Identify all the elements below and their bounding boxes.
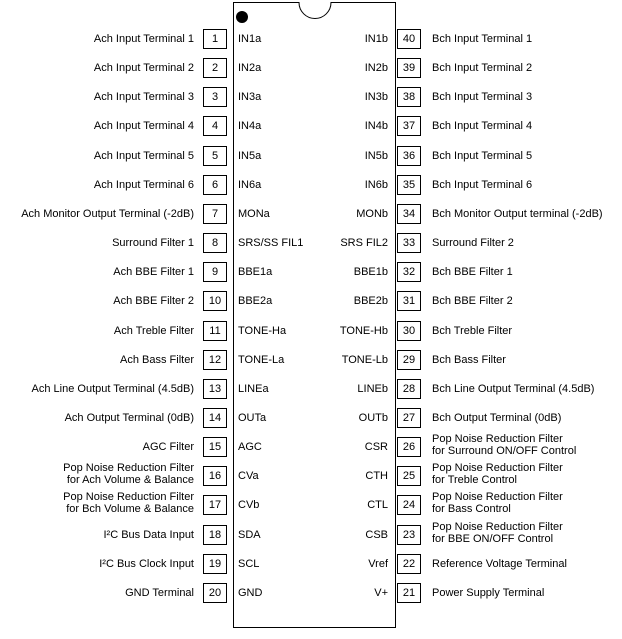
pin-description: AGC Filter — [142, 441, 194, 454]
pin-description: Pop Noise Reduction Filter — [432, 520, 563, 533]
pin-name: TONE-Lb — [341, 353, 388, 366]
pin-number-box: 24 — [397, 495, 421, 515]
pin-number-box: 30 — [397, 321, 421, 341]
pin-number-box: 12 — [203, 350, 227, 370]
pin-description: Ach Bass Filter — [120, 353, 194, 366]
pin-description: Ach Input Terminal 4 — [93, 120, 194, 133]
pin-number-box: 28 — [397, 379, 421, 399]
pin-name: SRS/SS FIL1 — [238, 237, 304, 250]
pin-name: OUTa — [238, 411, 267, 424]
pin-number-box: 11 — [203, 321, 227, 341]
pin-number-box: 32 — [397, 262, 421, 282]
pin-description: for Treble Control — [432, 474, 517, 487]
pin-name: TONE-Ha — [238, 324, 287, 337]
pin-number-box: 21 — [397, 583, 421, 603]
pin-name: SDA — [238, 528, 261, 541]
pin-name: IN3a — [238, 91, 262, 104]
pin-name: V+ — [374, 586, 388, 599]
pin-name: CSR — [364, 441, 388, 454]
pin-description: Ach Treble Filter — [113, 324, 194, 337]
pin-description: Ach Input Terminal 6 — [93, 178, 194, 191]
pin-description: Pop Noise Reduction Filter — [432, 433, 563, 446]
pin-number-box: 5 — [203, 146, 227, 166]
pin-description: Pop Noise Reduction Filter — [63, 462, 194, 475]
pin-number-box: 8 — [203, 233, 227, 253]
pin-description: Surround Filter 2 — [432, 237, 514, 250]
pin-name: CVa — [238, 470, 259, 483]
pin-name: OUTb — [358, 411, 388, 424]
pin-name: IN2a — [238, 62, 262, 75]
pin-name: IN1a — [238, 33, 262, 45]
pin-description: Ach Input Terminal 3 — [93, 91, 194, 104]
pin-number-box: 3 — [203, 87, 227, 107]
pin-number-box: 18 — [203, 525, 227, 545]
pin-number-box: 23 — [397, 525, 421, 545]
pin-description: Ach Monitor Output Terminal (-2dB) — [21, 207, 194, 220]
pin-description: I²C Bus Data Input — [103, 528, 194, 541]
pin-number-box: 40 — [397, 29, 421, 49]
pin-description: Bch Output Terminal (0dB) — [432, 411, 562, 424]
pin-description: Ach Input Terminal 2 — [93, 62, 194, 75]
pin-description: Ach BBE Filter 1 — [113, 266, 194, 279]
pin-number-box: 2 — [203, 58, 227, 78]
pin-name: BBE1a — [238, 266, 273, 279]
pin-name: IN6a — [238, 178, 262, 191]
pin-name: TONE-Hb — [339, 324, 388, 337]
pin-description: for Bch Volume & Balance — [66, 503, 194, 516]
pin-description: Reference Voltage Terminal — [432, 557, 567, 570]
pin-name: BBE2b — [353, 295, 388, 308]
pin-description: Ach Line Output Terminal (4.5dB) — [31, 382, 194, 395]
pin-name: TONE-La — [238, 353, 285, 366]
pin-name: CTH — [365, 470, 388, 483]
pin-number-box: 39 — [397, 58, 421, 78]
pin-description: for Bass Control — [432, 503, 511, 516]
pin-description: Bch Input Terminal 1 — [432, 33, 533, 45]
pin-number-box: 19 — [203, 554, 227, 574]
pin-description: Bch BBE Filter 2 — [432, 295, 513, 308]
pin-description: Pop Noise Reduction Filter — [63, 491, 194, 504]
pin-name: IN3b — [364, 91, 388, 104]
pin-number-box: 10 — [203, 291, 227, 311]
pin-description: Ach BBE Filter 2 — [113, 295, 194, 308]
pin-number-box: 7 — [203, 204, 227, 224]
pin-name: SCL — [238, 557, 260, 570]
pin-description: Bch Monitor Output terminal (-2dB) — [432, 207, 603, 220]
pin-number-box: 15 — [203, 437, 227, 457]
pin-description: Bch Bass Filter — [432, 353, 506, 366]
pin-number-box: 1 — [203, 29, 227, 49]
pin-name: CTL — [367, 499, 388, 512]
pin-name: MONb — [356, 207, 388, 220]
pin-description: Bch BBE Filter 1 — [432, 266, 513, 279]
pin-name: AGC — [238, 441, 262, 454]
pin-name: MONa — [238, 207, 270, 220]
pin-description: Ach Output Terminal (0dB) — [64, 411, 194, 424]
pin-number-box: 36 — [397, 146, 421, 166]
pin-name: SRS FIL2 — [340, 237, 388, 250]
pin-description: Surround Filter 1 — [112, 237, 194, 250]
pin-name: IN2b — [364, 62, 388, 75]
pin-number-box: 17 — [203, 495, 227, 515]
pin-number-box: 31 — [397, 291, 421, 311]
pin-name: IN4b — [364, 120, 388, 133]
pin-number-box: 13 — [203, 379, 227, 399]
pin-number-box: 34 — [397, 204, 421, 224]
pin-description: Bch Input Terminal 2 — [432, 62, 533, 75]
pin-number-box: 25 — [397, 466, 421, 486]
pin-description: Pop Noise Reduction Filter — [432, 462, 563, 475]
pin-description: Bch Input Terminal 4 — [432, 120, 533, 133]
pin-name: LINEa — [238, 382, 269, 395]
pin-name: IN5b — [364, 149, 388, 162]
pin-name: IN6b — [364, 178, 388, 191]
pin-number-box: 6 — [203, 175, 227, 195]
pin-number-box: 33 — [397, 233, 421, 253]
pin-description: Power Supply Terminal — [432, 586, 545, 599]
pin-description: Bch Input Terminal 5 — [432, 149, 533, 162]
pin-description: Pop Noise Reduction Filter — [432, 491, 563, 504]
pin-name: LINEb — [357, 382, 388, 395]
pin-number-box: 27 — [397, 408, 421, 428]
pin-description: GND Terminal — [125, 586, 194, 599]
pin-name: GND — [238, 586, 263, 599]
pin-number-box: 22 — [397, 554, 421, 574]
pin-number-box: 14 — [203, 408, 227, 428]
pin-description: for Ach Volume & Balance — [66, 474, 194, 487]
pin-name: IN4a — [238, 120, 262, 133]
pin-number-box: 37 — [397, 116, 421, 136]
pin-number-box: 35 — [397, 175, 421, 195]
pin-number-box: 16 — [203, 466, 227, 486]
pin-name: CSB — [365, 528, 388, 541]
pin-description: Ach Input Terminal 5 — [93, 149, 194, 162]
pin-number-box: 38 — [397, 87, 421, 107]
pin-description: for Surround ON/OFF Control — [432, 445, 577, 458]
pin-description: Bch Input Terminal 3 — [432, 91, 533, 104]
pin-name: IN1b — [364, 33, 388, 45]
pin-name: IN5a — [238, 149, 262, 162]
pin-number-box: 26 — [397, 437, 421, 457]
pin-number-box: 4 — [203, 116, 227, 136]
pin-description: for BBE ON/OFF Control — [432, 532, 554, 545]
pin-description: Ach Input Terminal 1 — [93, 33, 194, 45]
pin-name: BBE2a — [238, 295, 273, 308]
pin-name: CVb — [238, 499, 260, 512]
pin-number-box: 9 — [203, 262, 227, 282]
pin-description: Bch Input Terminal 6 — [432, 178, 533, 191]
pin-name: Vref — [368, 557, 388, 570]
pin-description: Bch Treble Filter — [432, 324, 513, 337]
pin1-marker-dot — [236, 11, 248, 23]
pin-description: Bch Line Output Terminal (4.5dB) — [432, 382, 595, 395]
pin-description: I²C Bus Clock Input — [99, 557, 194, 570]
pin-name: BBE1b — [353, 266, 388, 279]
pin-number-box: 29 — [397, 350, 421, 370]
pin-number-box: 20 — [203, 583, 227, 603]
